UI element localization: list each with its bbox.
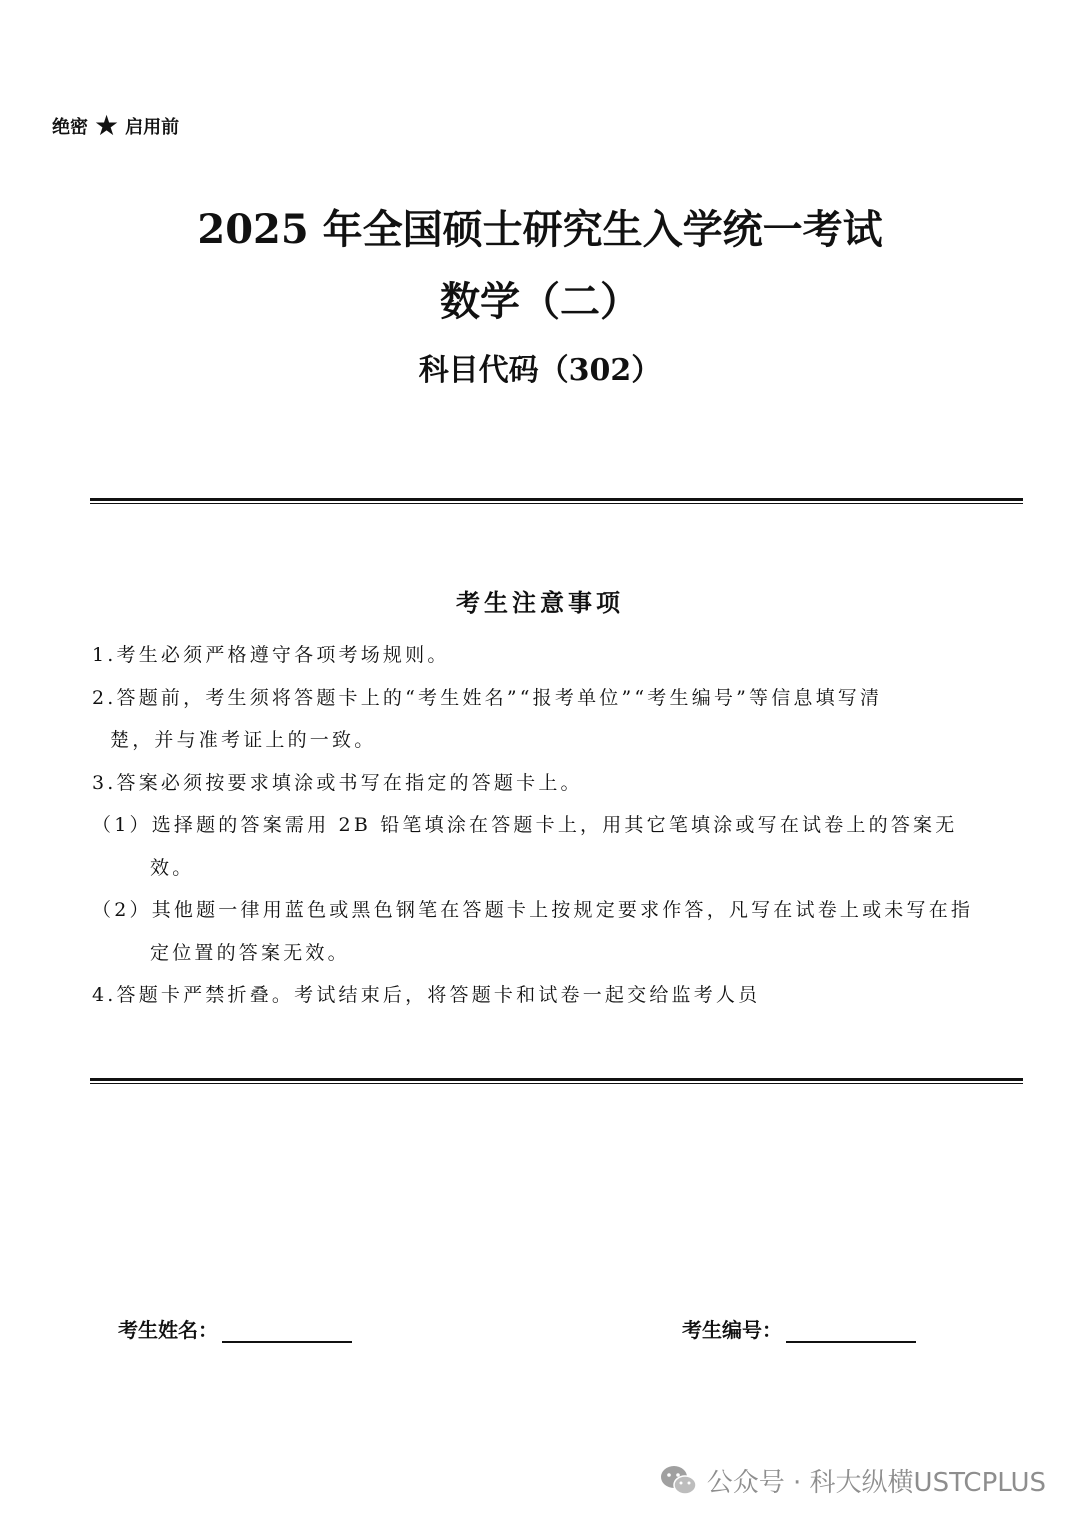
exam-title: 2025 年全国硕士研究生入学统一考试 [197,206,883,253]
notice-line: 楚，并与准考证上的一致。 [110,729,377,751]
before-use-label: 启用前 [125,117,180,138]
notice-line: 效。 [150,856,195,879]
wechat-icon [659,1464,699,1498]
notice-line: 2.答题前，考生须将答题卡上的“考生姓名”“报考单位”“考生编号”等信息填写清 [92,686,883,709]
candidate-name-label: 考生姓名： [118,1318,218,1342]
bottom-divider [90,1078,1023,1084]
watermark-text: 公众号 · 科大纵横USTCPLUS [706,1468,1046,1498]
subject-code: 科目代码（302） [418,353,662,388]
candidate-id-label: 考生编号： [682,1318,782,1342]
notice-line: 1.考生必须严格遵守各项考场规则。 [92,644,450,666]
confidential-label: 绝密 [52,117,88,138]
notice-line: 4.答题卡严禁折叠。考试结束后，将答题卡和试卷一起交给监考人员 [92,984,761,1006]
notice-line: 3.答案必须按要求填涂或书写在指定的答题卡上。 [92,771,583,794]
star-icon: ★ [94,109,120,142]
watermark [659,1462,1046,1499]
top-divider [90,498,1023,504]
subject-title: 数学（二） [440,278,640,325]
candidate-id-blank [786,1317,916,1343]
notice-heading: 考生注意事项 [456,589,624,617]
notice-line: （2）其他题一律用蓝色或黑色钢笔在答题卡上按规定要求作答，凡写在试卷上或未写在指 [92,899,974,921]
candidate-name-blank [222,1317,352,1343]
notice-line: （1）选择题的答案需用 2B 铅笔填涂在答题卡上，用其它笔填涂或写在试卷上的答案无 [92,814,958,836]
candidate-name-field [118,1314,352,1343]
notice-line: 定位置的答案无效。 [150,941,350,964]
confidential-mark [52,109,180,142]
candidate-id-field [682,1314,916,1343]
notice-list [92,634,1027,1017]
